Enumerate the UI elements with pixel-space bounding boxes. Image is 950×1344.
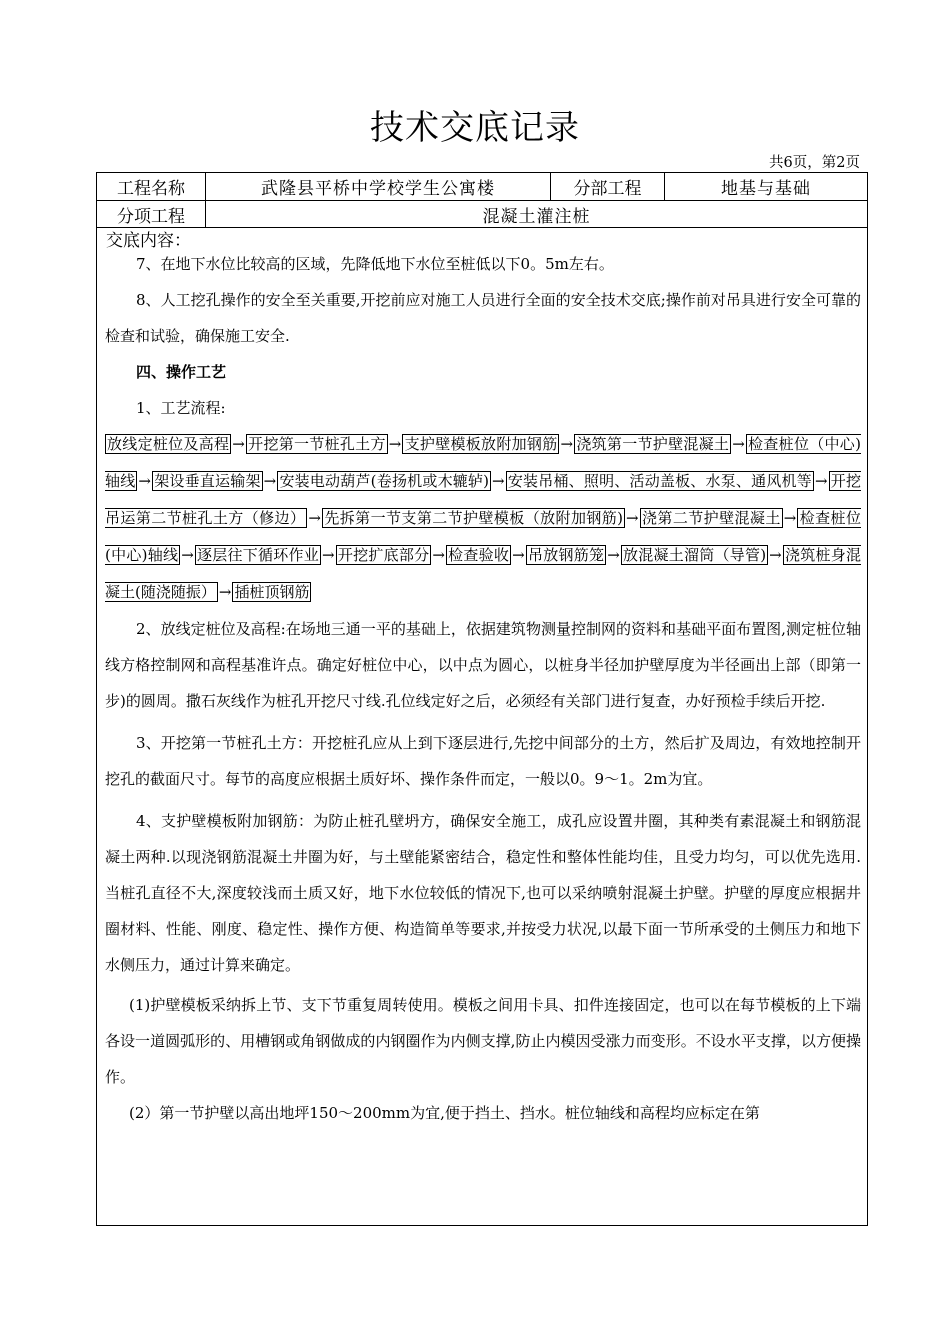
page-number: 共6页，第2页 <box>769 155 860 171</box>
flow-step: 浇筑桩身混凝土(随浇随振） <box>105 546 861 601</box>
header-row-1 <box>97 173 867 201</box>
flow-step: 安装吊桶、照明、活动盖板、水泵、通风机等 <box>507 472 812 490</box>
flow-step: 放线定桩位及高程 <box>107 435 230 453</box>
flow-step: 开挖扩底部分 <box>337 546 430 564</box>
flow-arrow: → <box>732 435 745 453</box>
division-value: 地基与基础 <box>721 179 811 199</box>
project-name-label: 工程名称 <box>97 173 206 200</box>
content-label: 交底内容： <box>106 231 191 251</box>
flow-arrow: → <box>322 546 335 564</box>
step-4-paragraph: 4、支护壁模板附加钢筋：为防止桩孔壁坍方，确保安全施工，成孔应设置井圈，其种类有素混凝土和钢筋混凝土两种.以现浇钢筋混凝土井圈为好，与土壁能紧密结合，稳定性和整体性能均佳，且受力均匀，可以优先选用.当桩孔直径不大,深度较浅而土质又好，地下水位较低的情况下,也可以采纳喷射混凝土护壁。护壁的厚度应根据井圈材料、性能、刚度、稳定性、操作方便、构造简单等要求,并按受力状况,以最下面一节所承受的土侧压力和地下水侧压力，通过计算来确定。 <box>105 812 861 974</box>
section-heading-4: 四、操作工艺 <box>136 363 227 381</box>
flow-arrow: → <box>263 472 277 490</box>
flow-arrow: → <box>769 546 782 564</box>
flow-step: 架设垂直运输架 <box>154 472 261 490</box>
division-label: 分部工程 <box>551 173 665 200</box>
flow-step: 开挖吊运第二节桩孔土方（修边） <box>105 472 861 527</box>
flow-arrow: → <box>783 509 797 527</box>
flow-step: 检查验收 <box>447 546 510 564</box>
flow-step: 安装电动葫芦(卷扬机或木辘轳) <box>279 472 490 490</box>
flow-step: 吊放钢筋笼 <box>527 546 605 564</box>
flow-step: 浇筑第一节护壁混凝土 <box>576 435 730 453</box>
document-title: 技术交底记录 <box>370 108 580 148</box>
subitem-value: 混凝土灌注桩 <box>482 206 591 227</box>
process-flow <box>105 426 861 611</box>
flow-arrow: → <box>181 546 194 564</box>
record-table <box>96 172 868 1226</box>
flow-arrow: → <box>814 472 828 490</box>
paragraph-8: 8、人工挖孔操作的安全至关重要,开挖前应对施工人员进行全面的安全技术交底;操作前对吊具进行安全可靠的检查和试验，确保施工安全. <box>105 291 861 345</box>
step-3-paragraph: 3、开挖第一节桩孔土方：开挖桩孔应从上到下逐层进行,先挖中间部分的土方，然后扩及周边，有效地控制开挖孔的截面尺寸。每节的高度应根据土质好坏、操作条件而定，一般以0。9～1。2m为宜。 <box>105 734 861 788</box>
paragraph-7: 7、在地下水位比较高的区域，先降低地下水位至桩低以下0。5m左右。 <box>136 255 614 273</box>
flow-arrow: → <box>492 472 505 490</box>
content-area <box>105 229 861 1131</box>
flow-step: 支护壁模板放附加钢筋 <box>404 435 558 453</box>
flow-arrow: → <box>218 583 232 601</box>
step-4-sub-2: (2）第一节护壁以高出地坪150～200mm为宜,便于挡土、挡水。桩位轴线和高程均应标定在第 <box>129 1104 760 1122</box>
flow-arrow: → <box>308 509 321 527</box>
flow-step: 放混凝土溜筒（导管) <box>622 546 767 564</box>
flow-step: 逐层往下循环作业 <box>196 546 320 564</box>
subitem-label: 分项工程 <box>97 201 206 227</box>
flow-arrow: → <box>560 435 574 453</box>
flow-arrow: → <box>607 546 620 564</box>
flow-arrow: → <box>626 509 639 527</box>
flow-arrow: → <box>432 546 445 564</box>
flow-arrow: → <box>138 472 151 490</box>
flow-step: 检查桩位(中心)轴线 <box>105 509 861 564</box>
project-name-value: 武隆县平桥中学校学生公寓楼 <box>206 173 551 200</box>
flow-step: 插桩顶钢筋 <box>234 583 310 601</box>
flow-arrow: → <box>388 435 402 453</box>
flow-arrow: → <box>232 435 245 453</box>
step-2-paragraph: 2、放线定桩位及高程:在场地三通一平的基础上，依据建筑物测量控制网的资料和基础平面布置图,测定桩位轴线方格控制网和高程基准许点。确定好桩位中心，以中点为圆心，以桩身半径加护壁厚度为半径画出上部（即第一步)的圆周。撒石灰线作为桩孔开挖尺寸线.孔位线定好之后，必须经有关部门进行复查，办好预检手续后开挖. <box>105 620 861 710</box>
flow-step: 检查桩位（中心)轴线 <box>105 435 861 490</box>
flow-step: 开挖第一节桩孔土方 <box>247 435 386 453</box>
header-row-2 <box>97 201 867 228</box>
flow-step: 浇第二节护壁混凝土 <box>641 509 781 527</box>
step-1-heading: 1、工艺流程: <box>136 399 226 417</box>
flow-arrow: → <box>512 546 525 564</box>
step-4-sub-1: (1)护壁模板采纳拆上节、支下节重复周转使用。模板之间用卡具、扣件连接固定，也可以在每节模板的上下端各设一道圆弧形的、用槽钢或角钢做成的内钢圈作为内侧支撑,防止内模因受涨力而变形。不设水平支撑，以方便操作。 <box>105 996 861 1086</box>
flow-step: 先拆第一节支第二节护壁模板（放附加钢筋) <box>323 509 624 527</box>
